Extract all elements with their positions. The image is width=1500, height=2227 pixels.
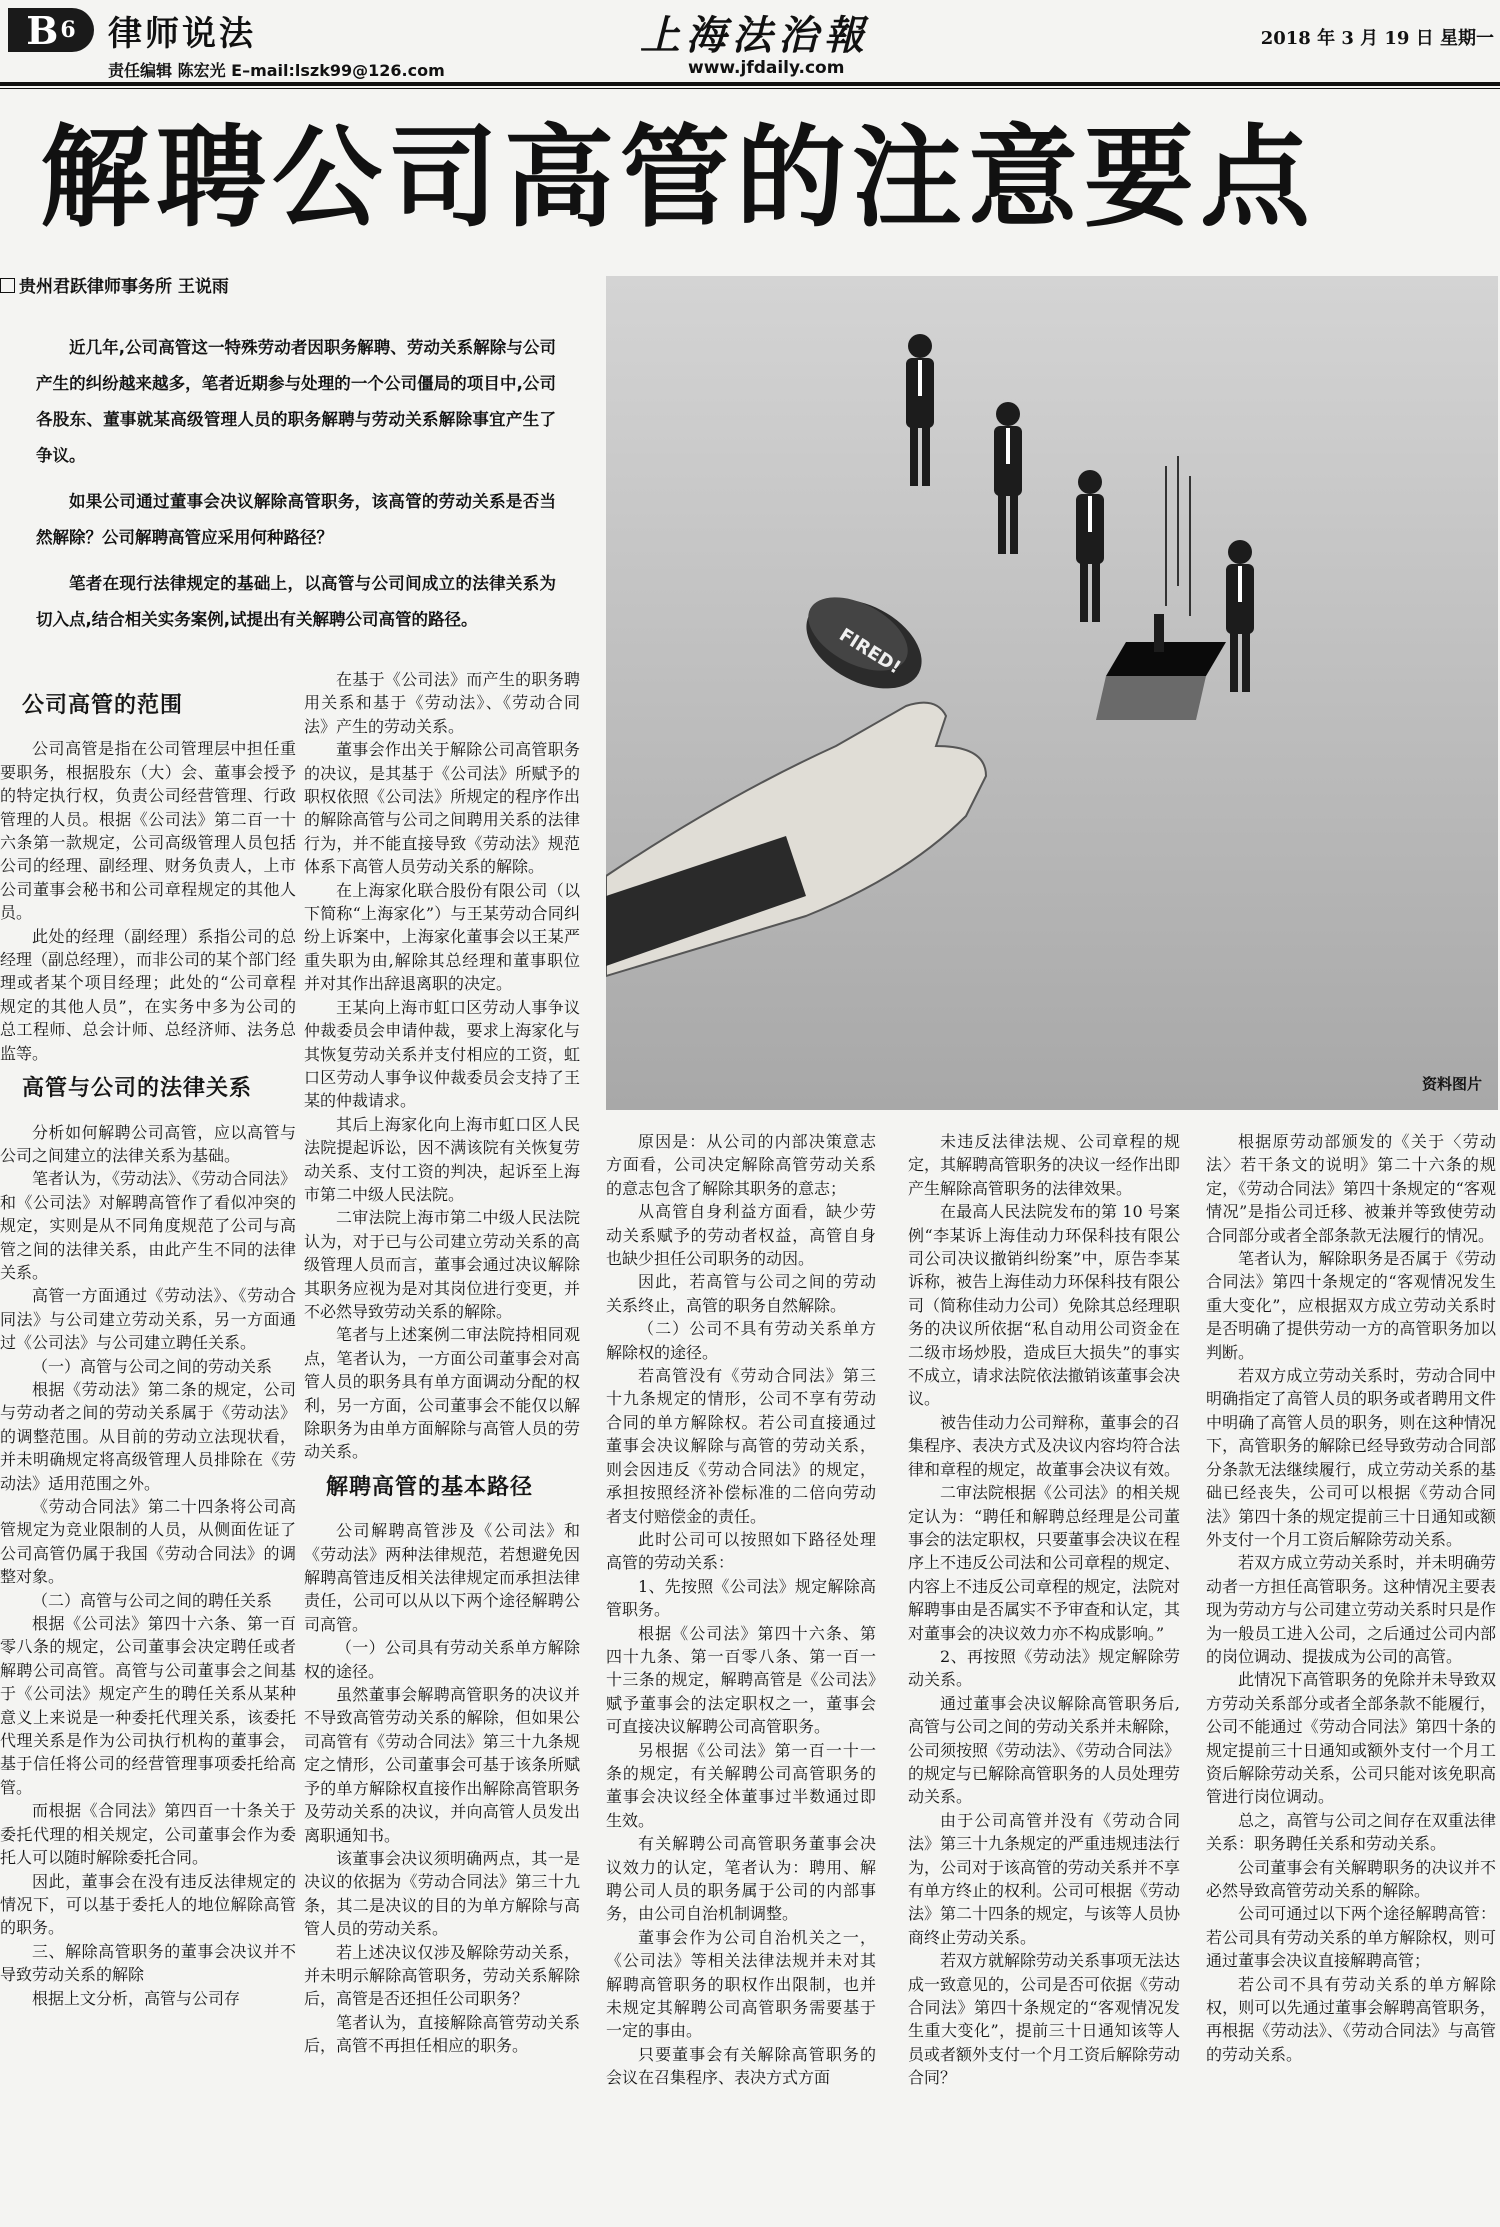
body-paragraph: 根据《劳动法》第二条的规定，公司与劳动者之间的劳动关系属于《劳动法》的调整范围。从目前的劳动立法现状看，并未明确规定将高级管理人员排除在《劳动法》适用范围之外。: [0, 1379, 296, 1493]
body-paragraph: 原因是：从公司的内部决策意志方面看，公司决定解除高管劳动关系的意志包含了解除其职务的意志；: [606, 1132, 876, 1198]
body-paragraph: 若公司不具有劳动关系的单方解除权，则可以先通过董事会解聘高管职务，再根据《劳动法》、《劳动合同法》与高管的劳动关系。: [1206, 1974, 1496, 2064]
body-paragraph: 总之，高管与公司之间存在双重法律关系：职务聘任关系和劳动关系。: [1206, 1810, 1496, 1854]
badge-letter: B: [26, 7, 59, 53]
article-column-4: [908, 1130, 1180, 2090]
website-url[interactable]: www.jfdaily.com: [688, 58, 845, 78]
body-paragraph: 二审法院上海市第二中级人民法院认为，对于已与公司建立劳动关系的高级管理人员而言，董事会通过决议解除其职务应视为是对其岗位进行变更，并不必然导致劳动关系的解除。: [304, 1208, 580, 1321]
issue-date: 2018 年 3 月 19 日 星期一: [1260, 28, 1494, 49]
article-column-3: [606, 1130, 876, 2090]
body-paragraph: 笔者认为，解除职务是否属于《劳动合同法》第四十条规定的“客观情况发生重大变化”，应根据双方成立劳动关系时是否明确了提供劳动一方的高管职务加以判断。: [1206, 1249, 1496, 1362]
body-paragraph: （一）公司具有劳动关系单方解除权的途径。: [304, 1638, 580, 1681]
body-paragraph: 王某向上海市虹口区劳动人事争议仲裁委员会申请仲裁，要求上海家化与其恢复劳动关系并支付相应的工资，虹口区劳动人事争议仲裁委员会支持了王某的仲裁请求。: [304, 997, 580, 1111]
body-paragraph: 而根据《合同法》第四百一十条关于委托代理的相关规定，公司董事会作为委托人可以随时解除委托合同。: [0, 1801, 296, 1868]
body-paragraph: 高管一方面通过《劳动法》、《劳动合同法》与公司建立劳动关系，另一方面通过《公司法》与公司建立聘任关系。: [0, 1286, 296, 1353]
body-paragraph: 若双方就解除劳动关系事项无法达成一致意见的，公司是否可依据《劳动合同法》第四十条规定的“客观情况发生重大变化”，提前三十日通知该等人员或者额外支付一个月工资后解除劳动合同？: [908, 1951, 1181, 2088]
body-paragraph: 虽然董事会解聘高管职务的决议并不导致高管劳动关系的解除，但如果公司高管有《劳动合同法》第三十九条规定之情形，公司董事会可基于该条所赋予的单方解除权直接作出解除高管职务及劳动关系的决议，并向高管人员发出离职通知书。: [304, 1685, 580, 1845]
body-paragraph: 二审法院根据《公司法》的相关规定认为：“聘任和解聘总经理是公司董事会的法定职权，只要董事会决议在程序上不违反公司法和公司章程的规定、内容上不违反公司章程的规定，法院对解聘事由是否属实不予审查和认定，其对董事会的决议效力亦不构成影响。”: [908, 1483, 1181, 1643]
body-paragraph: （二）高管与公司之间的聘任关系: [32, 1590, 273, 1610]
body-paragraph: 若上述决议仅涉及解除劳动关系，并未明示解除高管职务，劳动关系解除后，高管是否还担任公司职务？: [304, 1942, 580, 2009]
body-paragraph: 被告佳动力公司辩称，董事会的召集程序、表决方式及决议内容均符合法律和章程的规定，故董事会决议有效。: [908, 1412, 1181, 1479]
body-paragraph: 在基于《公司法》而产生的职务聘用关系和基于《劳动法》、《劳动合同法》产生的劳动关系。: [304, 670, 580, 736]
body-paragraph: 有关解聘公司高管职务董事会决议效力的认定，笔者认为：聘用、解聘公司人员的职务属于公司的内部事务，由公司自治机制调整。: [606, 1834, 876, 1924]
body-paragraph: 根据《公司法》第四十六条、第四十九条、第一百零八条、第一百一十三条的规定，解聘高管是《公司法》赋予董事会的法定职权之一，董事会可直接决议解聘公司高管职务。: [606, 1623, 876, 1737]
masthead-rule-thin: [0, 88, 1500, 89]
article-column-2: [304, 668, 580, 2058]
body-paragraph: 笔者认为，直接解除高管劳动关系后，高管不再担任相应的职务。: [304, 2012, 580, 2056]
subheading: 公司高管的范围: [22, 693, 184, 718]
byline: [0, 272, 229, 297]
photo-caption: 资料图片: [1421, 1075, 1482, 1093]
body-paragraph: 分析如何解聘公司高管，应以高管与公司之间建立的法律关系为基础。: [0, 1122, 296, 1165]
body-paragraph: 根据《公司法》第四十六条、第一百零八条的规定，公司董事会决定聘任或者解聘公司高管。高管与公司董事会之间基于《公司法》规定产生的聘任关系从某种意义上来说是一种委托代理关系，该委托代理关系是作为公司执行机构的董事会，基于信任将公司的经营管理事项委托给高管。: [0, 1614, 296, 1797]
body-paragraph: 董事会作为公司自治机关之一，《公司法》等相关法律法规并未对其解聘高管职务的职权作出限制，也并未规定其解聘公司高管职务需要基于一定的事由。: [606, 1927, 876, 2041]
body-paragraph: 只要董事会有关解除高管职务的会议在召集程序、表决方式方面: [606, 2044, 876, 2088]
body-paragraph: 该董事会决议须明确两点，其一是决议的依据为《劳动合同法》第三十九条，其二是决议的目的为单方解除与高管人员的劳动关系。: [304, 1848, 580, 1939]
body-paragraph: 三、解除高管职务的董事会决议并不导致劳动关系的解除: [0, 1941, 296, 1985]
article-photo: [606, 276, 1498, 1110]
body-paragraph: 因此，若高管与公司之间的劳动关系终止，高管的职务自然解除。: [606, 1272, 876, 1315]
body-paragraph: 此情况下高管职务的免除并未导致双方劳动关系部分或者全部条款不能履行，公司不能通过《劳动合同法》第四十条的规定提前三十日通知或额外支付一个月工资后解除劳动关系，公司只能对该免职高管进行岗位调动。: [1206, 1670, 1496, 1807]
body-paragraph: 公司董事会有关解聘职务的决议并不必然导致高管劳动关系的解除。: [1206, 1857, 1496, 1900]
newspaper-logo: 上海法治報: [640, 12, 870, 59]
body-paragraph: 若高管没有《劳动合同法》第三十九条规定的情形，公司不享有劳动合同的单方解除权。若公司直接通过董事会决议解除与高管的劳动关系，则会因违反《劳动合同法》的规定，承担按照经济补偿标准的二倍向劳动者支付赔偿金的责任。: [606, 1366, 876, 1526]
editor-info: 责任编辑 陈宏光 E–mail:lszk99@126.com: [108, 61, 445, 80]
article-column-5: [1206, 1130, 1496, 2066]
body-paragraph: 笔者与上述案例二审法院持相同观点，笔者认为，一方面公司董事会对高管人员的职务具有单方面调动分配的权利，另一方面，公司董事会不能仅以解除职务为由单方面解除与高管人员的劳动关系。: [304, 1325, 580, 1462]
body-paragraph: 《劳动合同法》第二十四条将公司高管规定为竞业限制的人员，从侧面佐证了公司高管仍属于我国《劳动合同法》的调整对象。: [0, 1497, 296, 1587]
body-paragraph: 公司高管是指在公司管理层中担任重要职务，根据股东（大）会、董事会授予的特定执行权，负责公司经营管理、行政管理的人员。根据《公司法》第二百一十六条第一款规定，公司高级管理人员包括公司的经理、副经理、财务负责人，上市公司董事会秘书和公司章程规定的其他人员。: [0, 739, 296, 923]
body-paragraph: 从高管自身利益方面看，缺少劳动关系赋予的劳动者权益，高管自身也缺少担任公司职务的动因。: [606, 1202, 876, 1269]
body-paragraph: 若双方成立劳动关系时，并未明确劳动者一方担任高管职务。这种情况主要表现为劳动方与公司建立劳动关系时只是作为一般员工进入公司，之后通过公司内部的岗位调动、提拔成为公司的高管。: [1206, 1553, 1496, 1666]
intro-paragraph: 如果公司通过董事会决议解除高管职务，该高管的劳动关系是否当然解除？公司解聘高管应采用何种路径？: [36, 492, 556, 547]
body-paragraph: 2、再按照《劳动法》规定解除劳动关系。: [908, 1646, 1180, 1690]
byline-text: 贵州君跃律师事务所 王说雨: [19, 277, 229, 297]
body-paragraph: 通过董事会决议解除高管职务后,高管与公司之间的劳动关系并未解除，公司须按照《劳动法》、《劳动合同法》的规定与已解除高管职务的人员处理劳动关系。: [908, 1693, 1181, 1807]
intro-lede: [36, 330, 556, 648]
body-paragraph: 此时公司可以按照如下路径处理高管的劳动关系：: [606, 1529, 876, 1573]
subheading: 解聘高管的基本路径: [326, 1474, 534, 1500]
body-paragraph: 因此，董事会在没有违反法律规定的情况下，可以基于委托人的地位解除高管的职务。: [0, 1871, 296, 1938]
body-paragraph: 若双方成立劳动关系时，劳动合同中明确指定了高管人员的职务或者聘用文件中明确了高管人员的职务，则在这种情况下，高管职务的解除已经导致劳动合同部分条款无法继续履行，成立劳动关系的基础已经丧失，公司可以根据《劳动合同法》第四十条的规定提前三十日通知或额外支付一个月工资后解除劳动关系。: [1206, 1366, 1496, 1549]
page-badge: [8, 8, 94, 52]
headline: 解聘公司高管的注意要点: [40, 114, 1316, 242]
body-paragraph: （二）公司不具有劳动关系单方解除权的途径。: [606, 1319, 876, 1362]
fired-button-label: FIRED!: [835, 624, 905, 679]
subheading: 高管与公司的法律关系: [22, 1076, 253, 1102]
body-paragraph: 董事会作出关于解除公司高管职务的决议，是其基于《公司法》所赋予的职权依照《公司法》所规定的程序作出的解除高管与公司之间聘用关系的法律行为，并不能直接导致《劳动法》规范体系下高管人员劳动关系的解除。: [304, 740, 580, 877]
body-paragraph: 根据上文分析，高管与公司存: [32, 1988, 241, 2008]
intro-paragraph: 笔者在现行法律规定的基础上，以高管与公司间成立的法律关系为切入点,结合相关实务案例,试提出有关解聘公司高管的路径。: [36, 574, 556, 629]
body-paragraph: 公司解聘高管涉及《公司法》和《劳动法》两种法律规范，若想避免因解聘高管违反相关法律规定而承担法律责任，公司可以从以下两个途径解聘公司高管。: [304, 1521, 580, 1634]
badge-number: 6: [60, 17, 76, 43]
article-column-1: [0, 682, 296, 2010]
intro-paragraph: 近几年,公司高管这一特殊劳动者因职务解聘、劳动关系解除与公司产生的纠纷越来越多，笔者近期参与处理的一个公司僵局的项目中,公司各股东、董事就某高级管理人员的职务解聘与劳动关系解除事宜产生了争议。: [36, 338, 556, 465]
fired-button-illustration: [606, 276, 1498, 1110]
byline-box-icon: [0, 278, 15, 293]
body-paragraph: 在上海家化联合股份有限公司（以下简称“上海家化”）与王某劳动合同纠纷上诉案中，上海家化董事会以王某严重失职为由,解除其总经理和董事职位并对其作出辞退离职的决定。: [304, 880, 580, 994]
body-paragraph: 其后上海家化向上海市虹口区人民法院提起诉讼，因不满该院有关恢复劳动关系、支付工资的判决，起诉至上海市第二中级人民法院。: [304, 1114, 580, 1204]
body-paragraph: 根据原劳动部颁发的《关于〈劳动法〉若干条文的说明》第二十六条的规定，《劳动合同法》第四十条规定的“客观情况”是指公司迁移、被兼并等致使劳动合同部分或者全部条款无法履行的情况。: [1206, 1132, 1496, 1245]
body-paragraph: 在最高人民法院发布的第 10 号案例“李某诉上海佳动力环保科技有限公司公司决议撤销纠纷案”中，原告李某诉称，被告上海佳动力环保科技有限公司（简称佳动力公司）免除其总经理职务的决议所依据“私自动用公司资金在二级市场炒股，造成巨大损失”的事实不成立，请求法院依法撤销该董事会决议。: [908, 1202, 1181, 1409]
body-paragraph: 1、先按照《公司法》规定解除高管职务。: [606, 1576, 876, 1620]
body-paragraph: 未违反法律法规、公司章程的规定，其解聘高管职务的决议一经作出即产生解除高管职务的法律效果。: [908, 1132, 1181, 1198]
body-paragraph: 由于公司高管并没有《劳动合同法》第三十九条规定的严重违规违法行为，公司对于该高管的劳动关系并不享有单方终止的权利。公司可根据《劳动法》第二十四条的规定，与该等人员协商终止劳动关系。: [908, 1810, 1181, 1947]
falling-figure-arm: [1154, 614, 1164, 652]
body-paragraph: 公司可通过以下两个途径解聘高管：若公司具有劳动关系的单方解除权，则可通过董事会决议直接解聘高管；: [1206, 1904, 1496, 1971]
body-paragraph: （一）高管与公司之间的劳动关系: [32, 1356, 273, 1376]
trapdoor-flap: [1096, 676, 1206, 720]
body-paragraph: 笔者认为，《劳动法》、《劳动合同法》和《公司法》对解聘高管作了看似冲突的规定，实则是从不同角度规范了公司与高管之间的法律关系，由此产生不同的法律关系。: [0, 1169, 297, 1282]
body-paragraph: 此处的经理（副经理）系指公司的总经理（副总经理），而非公司的某个部门经理或者某个项目经理；此处的“公司章程规定的其他人员”，在实务中多为公司的总工程师、总会计师、总经济师、法务总监等。: [0, 926, 297, 1063]
section-title: 律师说法: [108, 14, 256, 54]
trapdoor-hole: [1106, 642, 1226, 676]
body-paragraph: 另根据《公司法》第一百一十一条的规定，有关解聘公司高管职务的董事会决议经全体董事过半数通过即生效。: [606, 1740, 876, 1830]
masthead-rule: [0, 82, 1500, 86]
